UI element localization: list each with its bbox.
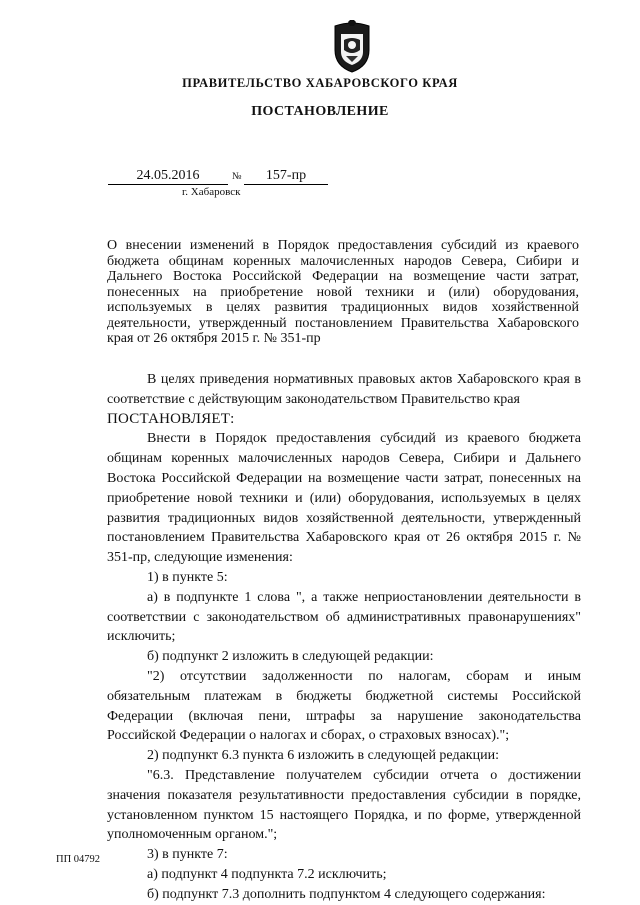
city-name: г. Хабаровск	[182, 186, 241, 198]
body-paragraph: а) в подпункте 1 слова ", а также неприостановлении деятельности в соответствии с законодательством об административных правонарушениях" исключить;	[107, 589, 581, 645]
body-paragraph: 2) подпункт 6.3 пункта 6 изложить в следующей редакции:	[147, 748, 499, 764]
decree-word: ПОСТАНОВЛЯЕТ:	[107, 410, 235, 427]
intro-paragraph: В целях приведения нормативных правовых актов Хабаровского края в соответствие с действующим законодательством Правительство края	[107, 372, 581, 407]
number-sign: №	[232, 171, 242, 182]
body-paragraph: 1) в пункте 5:	[147, 569, 228, 585]
body-paragraph: б) подпункт 7.3 дополнить подпунктом 4 следующего содержания:	[147, 886, 546, 902]
body-paragraph: Внести в Порядок предоставления субсидий из краевого бюджета общинам коренных малочисленных народов Севера, Сибири и Дальнего Востока Российской Федерации на возмещение части затрат, понесенных на приобретение новой техники и (или) оборудования, используемых в целях развития традиционных видов хозяйственной деятельности, утвержденный постановлением Правительства Хабаровского края от 26 октября 2015 г. № 351-пр, следующие изменения:	[107, 431, 581, 566]
document-number: 157-пр	[244, 168, 328, 185]
document-subject: О внесении изменений в Порядок предоставления субсидий из краевого бюджета общинам коренных малочисленных народов Севера, Сибири и Дальнего Востока Российской Федерации на возмещение части затрат, понесенных на приобретение новой техники и (или) оборудования, используемых в целях развития традиционных видов хозяйственной деятельности, утвержденный постановлением Правительства Хабаровского края от 26 октября 2015 г. № 351-пр	[107, 238, 579, 346]
body-paragraph: а) подпункт 4 подпункта 7.2 исключить;	[147, 866, 387, 882]
body-paragraph: "2) отсутствии задолженности по налогам, сборам и иным обязательным платежам в бюджеты бюджетной системы Российской Федерации (включая пени, штрафы за нарушение законодательства Российской Федерации о налогах и сборах, о страховых взносах).";	[107, 668, 581, 744]
coat-of-arms-emblem	[330, 20, 374, 74]
document-body	[107, 370, 581, 905]
document-type-title: ПОСТАНОВЛЕНИЕ	[251, 104, 389, 119]
body-paragraph: б) подпункт 2 изложить в следующей редакции:	[147, 649, 434, 665]
document-date: 24.05.2016	[108, 168, 228, 185]
body-paragraph: "6.3. Представление получателем субсидии отчета о достижении значения показателя результативности предоставления субсидии в порядке, установленном пунктом 15 настоящего Порядка, и по форме, утвержденной уполномоченным органом.";	[107, 767, 581, 843]
government-name: ПРАВИТЕЛЬСТВО ХАБАРОВСКОГО КРАЯ	[182, 76, 458, 90]
body-paragraph: 3) в пункте 7:	[147, 847, 228, 863]
document-code: ПП 04792	[56, 854, 101, 865]
